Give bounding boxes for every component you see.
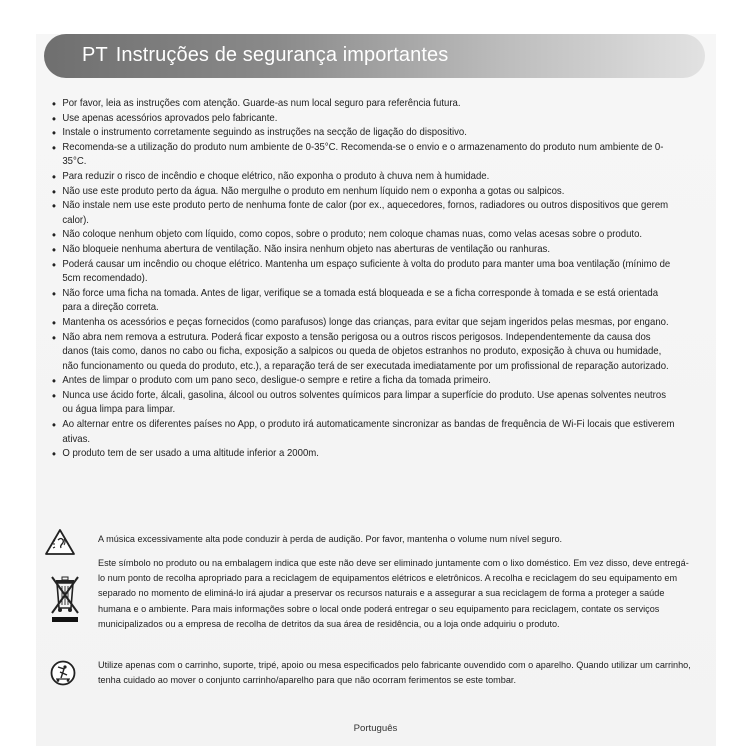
- list-item: • Para reduzir o risco de incêndio e choque elétrico, não exponha o produto à chuva nem à humidade.: [52, 170, 678, 185]
- list-item: • Por favor, leia as instruções com atenção. Guarde-as num local seguro para referência futura.: [52, 97, 678, 112]
- list-item: • Poderá causar um incêndio ou choque elétrico. Mantenha um espaço suficiente à volta do produto para manter uma boa ventilação (mínimo de 5cm recomendado).: [52, 258, 678, 287]
- list-item: • Não bloqueie nenhuma abertura de ventilação. Não insira nenhum objeto nas aberturas de ventilação ou ranhuras.: [52, 243, 678, 258]
- weee-notice: Este símbolo no produto ou na embalagem indica que este não deve ser eliminado juntamente com o lixo doméstico. Em vez disso, deve entregá-lo num ponto de recolha apropriado para a reciclagem de equipamentos elétricos e eletrônicos. A recolha e reciclagem do seu equipamento em separado no momento de eliminá-lo irá ajudar a preservar os recursos naturais e a assegurar a sua reciclagem de forma a proteger a saúde humana e o ambiente. Para mais informações sobre o local onde poderá entregar o seu equipamento para reciclagem, contate os serviços municipalizados ou a empresa de recolha de detritos da sua área de residência, ou a loja onde adquiriu o produto.: [98, 558, 689, 630]
- safety-instructions-list: [52, 97, 678, 462]
- hearing-warning-icon: [44, 528, 76, 556]
- language-code: PT: [82, 44, 108, 66]
- crossed-out-bin-icon: [50, 574, 80, 624]
- list-item: • Não abra nem remova a estrutura. Poderá ficar exposto a tensão perigosa ou a outros riscos perigosos. Independentemente da causa dos danos (tais como, danos no cabo ou ficha, exposição a salpicos ou queda de objetos estranhos no produto, exposição à chuva ou humidade, não funcionamento ou queda do produto, etc.), a reparação terá de ser executada imediatamente por um profissional de reparação autorizado.: [52, 331, 678, 375]
- list-item: • Nunca use ácido forte, álcali, gasolina, álcool ou outros solventes químicos para limpar a superfície do produto. Use apenas solventes neutros ou água limpa para limpar.: [52, 389, 678, 418]
- title-text: Instruções de segurança importantes: [115, 44, 449, 66]
- list-item: • Antes de limpar o produto com um pano seco, desligue-o sempre e retire a ficha da tomada primeiro.: [52, 374, 678, 389]
- list-item: • Não instale nem use este produto perto de nenhuma fonte de calor (por ex., aquecedores, fornos, radiadores ou outros dispositivos que gerem calor).: [52, 199, 678, 228]
- list-item: • Não coloque nenhum objeto com líquido, como copos, sobre o produto; nem coloque chamas nuas, como velas acesas sobre o produto.: [52, 228, 678, 243]
- section-title: [82, 44, 448, 67]
- hearing-notice: A música excessivamente alta pode conduzir à perda de audição. Por favor, mantenha o volume num nível seguro.: [98, 534, 563, 545]
- list-item: • Recomenda-se a utilização do produto num ambiente de 0-35°C. Recomenda-se o envio e o armazenamento do produto num ambiente de 0-35°C.: [52, 141, 678, 170]
- list-item: • Use apenas acessórios aprovados pelo fabricante.: [52, 112, 678, 127]
- cart-tip-over-icon: [50, 660, 76, 686]
- list-item: • Mantenha os acessórios e peças fornecidos (como parafusos) longe das crianças, para evitar que sejam ingeridos pelas mesmas, por engano.: [52, 316, 678, 331]
- list-item: • Ao alternar entre os diferentes países no App, o produto irá automaticamente sincronizar as bandas de frequência de Wi-Fi locais que estiverem ativas.: [52, 418, 678, 447]
- list-item: • Não force uma ficha na tomada. Antes de ligar, verifique se a tomada está bloqueada e se a ficha corresponde à tomada e se está orientada para a direção correta.: [52, 287, 678, 316]
- list-item: • O produto tem de ser usado a uma altitude inferior a 2000m.: [52, 447, 678, 462]
- cart-notice: Utilize apenas com o carrinho, suporte, tripé, apoio ou mesa especificados pelo fabricante ouvendido com o aparelho. Quando utilizar um carrinho, tenha cuidado ao mover o conjunto carrinho/aparelho para que não ocorram ferimentos se este tombar.: [98, 660, 691, 687]
- page-footer-language: Português: [353, 723, 398, 734]
- list-item: • Instale o instrumento corretamente seguindo as instruções na secção de ligação do dispositivo.: [52, 126, 678, 141]
- list-item: • Não use este produto perto da água. Não mergulhe o produto em nenhum líquido nem o exponha a gotas ou salpicos.: [52, 185, 678, 200]
